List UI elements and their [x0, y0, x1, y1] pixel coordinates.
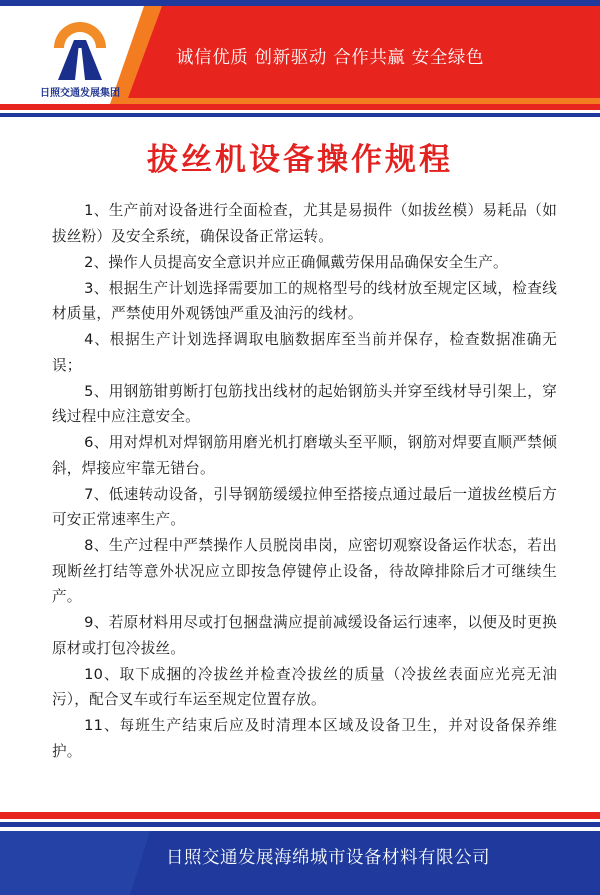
logo-text: 日照交通发展集团 [40, 88, 120, 99]
rule-item: 3、根据生产计划选择需要加工的规格型号的线材放至规定区域，检查线材质量，严禁使用外观锈蚀严重及油污的线材。 [52, 279, 557, 322]
rule-item: 4、根据生产计划选择调取电脑数据库至当前并保存，检查数据准确无误； [52, 331, 557, 374]
header-top-stripe [0, 0, 600, 6]
company-name: 日照交通发展海绵城市设备材料有限公司 [166, 848, 490, 868]
rule-item: 1、生产前对设备进行全面检查，尤其是易损件（如拔丝模）易耗品（如拔丝粉）及安全系统，确保设备正常运转。 [52, 202, 557, 245]
rule-item: 5、用钢筋钳剪断打包筋找出线材的起始钢筋头并穿至线材导引架上，穿线过程中应注意安全。 [52, 382, 557, 425]
rule-item: 10、取下成捆的冷拔丝并检查冷拔丝的质量（冷拔丝表面应光亮无油污），配合叉车或行车运至规定位置存放。 [52, 665, 557, 708]
rule-item: 6、用对焊机对焊钢筋用磨光机打磨墩头至平顺，钢筋对焊要直顺严禁倾斜，焊接应牢靠无错台。 [52, 434, 557, 477]
footer-banner [0, 800, 600, 895]
header-banner [0, 0, 600, 125]
header-red-rule [0, 104, 600, 110]
rule-item: 11、每班生产结束后应及时清理本区域及设备卫生，并对设备保养维护。 [52, 717, 557, 760]
header-blue-rule [0, 113, 600, 117]
footer-red-rule [0, 812, 600, 819]
rules-list [52, 198, 557, 765]
page-title: 拔丝机设备操作规程 [147, 142, 453, 178]
rule-item: 2、操作人员提高安全意识并应正确佩戴劳保用品确保安全生产。 [84, 253, 508, 271]
rule-item: 7、低速转动设备，引导钢筋缓缓拉伸至搭接点通过最后一道拔丝模后方可安正常速率生产。 [52, 485, 557, 528]
sunrise-road-icon [44, 18, 116, 82]
footer-accent [0, 831, 150, 895]
company-logo [30, 18, 130, 100]
rule-item: 9、若原材料用尽或打包捆盘满应提前减缓设备运行速率，以便及时更换原材或打包冷拔丝。 [52, 614, 557, 657]
footer-blue-rule [0, 822, 600, 827]
header-slogan: 诚信优质 创新驱动 合作共赢 安全绿色 [176, 48, 485, 68]
rule-item: 8、生产过程中严禁操作人员脱岗串岗，应密切观察设备运作状态，若出现断丝打结等意外状况应立即按急停键停止设备，待故障排除后才可继续生产。 [52, 537, 557, 605]
